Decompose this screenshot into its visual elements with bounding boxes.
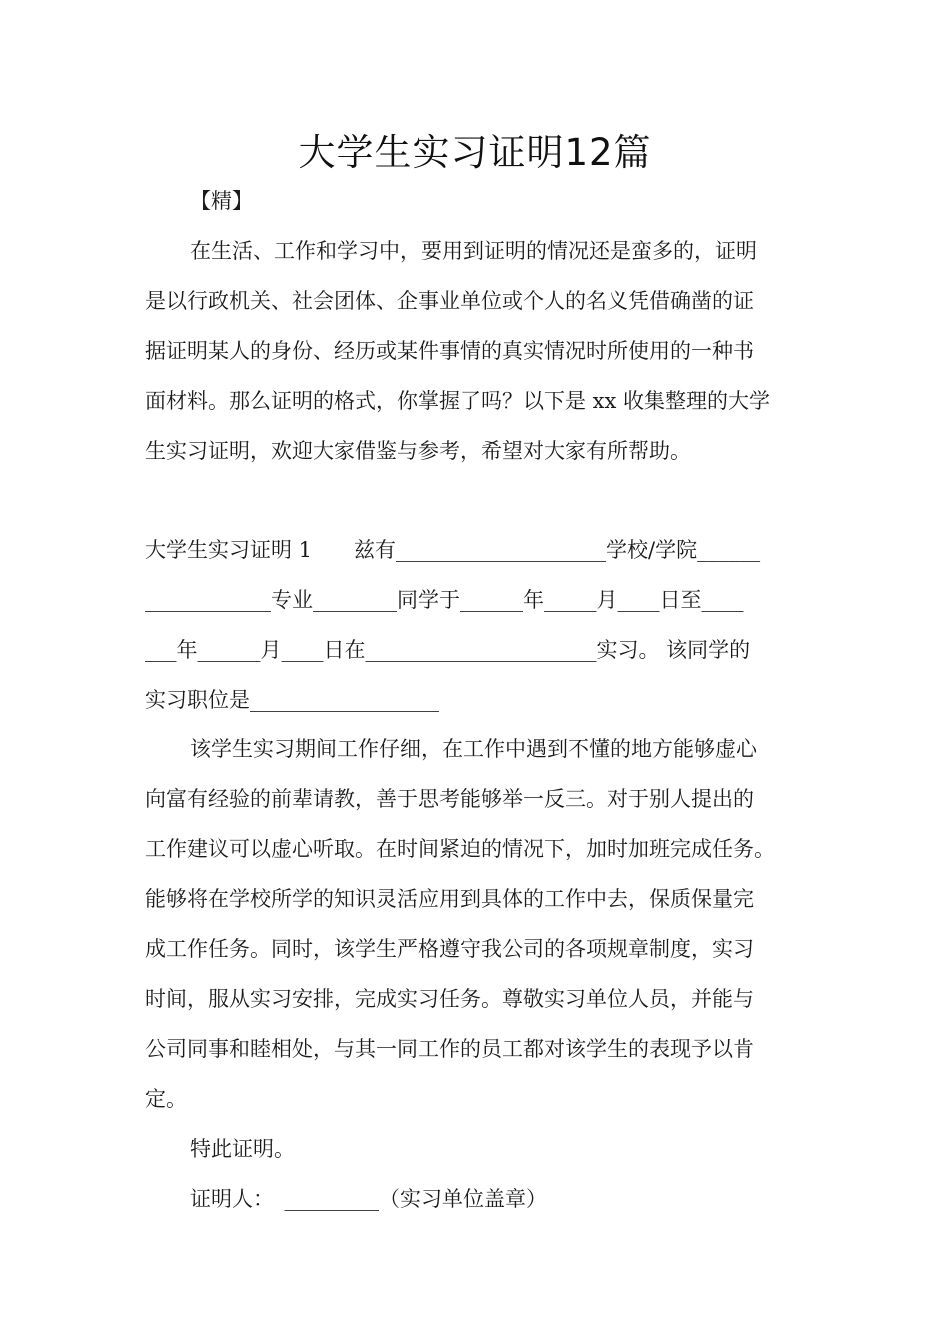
signature-line: 证明人： _________（实习单位盖章） (190, 1187, 547, 1211)
document-tag: 【精】 (190, 189, 253, 213)
intro-line: 面材料。那么证明的格式，你掌握了吗？以下是 xx 收集整理的大学 (145, 389, 771, 413)
intro-line: 在生活、工作和学习中，要用到证明的情况还是蛮多的，证明 (190, 239, 757, 263)
body-line: 公司同事和睦相处，与其一同工作的员工都对该学生的表现予以肯 (145, 1037, 754, 1061)
closing-text: 特此证明。 (190, 1137, 295, 1161)
form-line: ____________专业________同学于______年_____月____日至____ (145, 588, 744, 612)
body-line: 该学生实习期间工作仔细，在工作中遇到不懂的地方能够虚心 (190, 737, 757, 761)
form-line: 大学生实习证明 1 兹有____________________学校/学院______ (145, 538, 761, 562)
intro-line: 生实习证明，欢迎大家借鉴与参考，希望对大家有所帮助。 (145, 439, 691, 463)
body-line: 向富有经验的前辈请教，善于思考能够举一反三。对于别人提出的 (145, 787, 754, 811)
body-line: 能够将在学校所学的知识灵活应用到具体的工作中去，保质保量完 (145, 887, 754, 911)
body-line: 时间，服从实习安排，完成实习任务。尊敬实习单位人员，并能与 (145, 987, 754, 1011)
form-line: ___年______月____日在______________________实习。 该同学的 (145, 638, 751, 662)
intro-line: 据证明某人的身份、经历或某件事情的真实情况时所使用的一种书 (145, 339, 754, 363)
document-title: 大学生实习证明12篇 (298, 131, 652, 174)
body-line: 工作建议可以虚心听取。在时间紧迫的情况下，加时加班完成任务。 (145, 837, 775, 861)
body-line: 定。 (145, 1087, 187, 1111)
intro-line: 是以行政机关、社会团体、企事业单位或个人的名义凭借确凿的证 (145, 289, 754, 313)
form-line: 实习职位是__________________ (145, 688, 439, 712)
body-line: 成工作任务。同时，该学生严格遵守我公司的各项规章制度，实习 (145, 937, 754, 961)
